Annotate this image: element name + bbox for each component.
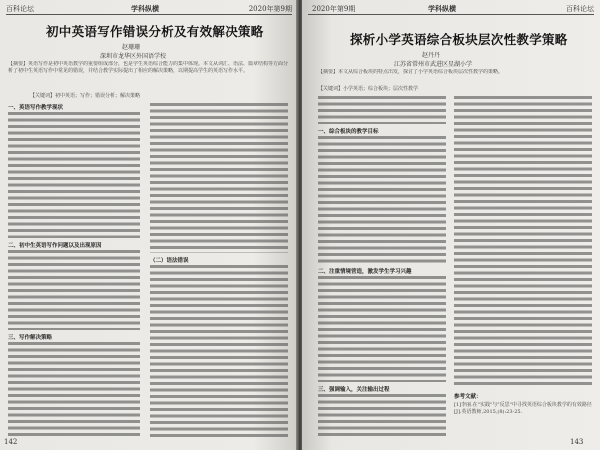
right-body-text-col1c: [318, 276, 446, 382]
left-section-heading-2: 二、初中生英语写作问题以及出现原因: [8, 243, 102, 249]
left-author: 赵珊珊: [122, 44, 141, 51]
right-section-heading-1: 一、综合板块的教学目标: [318, 129, 379, 135]
right-section-heading-2: 二、注重情境营造，激发学生学习兴趣: [318, 269, 412, 275]
left-body-text-col2b: [150, 265, 288, 437]
right-section-heading-3: 三、强调输入，关注输出过程: [318, 387, 390, 393]
right-header-section: 学科纵横: [428, 4, 456, 13]
right-body-text-col1d: [318, 394, 446, 438]
left-running-header: [6, 3, 292, 15]
left-header-issue: 2020年第9期: [248, 5, 292, 13]
left-body-text-col1a: [8, 112, 140, 238]
left-page: [0, 0, 298, 450]
right-references-heading: 参考文献：: [454, 394, 482, 400]
left-header-section: 学科纵横: [131, 4, 159, 13]
right-page-number: 143: [570, 438, 584, 446]
left-abstract: 【摘要】英语写作是初中英语教学的重要组成部分，也是学生英语综合能力的集中体现。本文从词汇、语法、篇章结构等方面分析了初中生英语写作中常见的错误，并结合教学实际提出了相应的解决策略，以期提高学生的英语写作水平。: [8, 61, 289, 74]
left-body-text-col1c: [8, 342, 140, 437]
right-page: [302, 0, 600, 450]
right-reference-1: [1]李丽.在"实践"与"反思"中寻找英语综合板块教学的有效路径[J].英语教师,2015,(8):23-25.: [454, 402, 592, 415]
header-rule: [6, 14, 292, 15]
left-section-heading-3: 三、写作解决策略: [8, 335, 53, 341]
left-section-heading-1: 一、英语写作教学现状: [8, 105, 64, 111]
left-page-number: 142: [4, 438, 18, 446]
left-header-journal: 百科论坛: [6, 5, 34, 13]
right-body-text-col1b: [318, 136, 446, 264]
right-body-text-col1a: [318, 96, 446, 124]
left-col2-heading: （二）语法错误: [150, 258, 189, 264]
right-author: 赵丹丹: [422, 52, 441, 59]
right-body-text-col2: [454, 96, 592, 386]
header-rule: [308, 14, 594, 15]
right-abstract: 【摘要】本文从综合板块的特点出发，探讨了小学英语综合板块层次性教学的策略。: [318, 69, 504, 75]
left-article-title: 初中英语写作错误分析及有效解决策略: [46, 24, 264, 39]
left-body-text-col2a: [150, 103, 288, 253]
right-header-issue: 2020年第9期: [312, 5, 356, 13]
left-affiliation: 深圳市龙华区外国语学校: [100, 53, 167, 60]
right-header-journal: 百科论坛: [566, 5, 594, 13]
right-article-title: 探析小学英语综合板块层次性教学策略: [350, 32, 568, 47]
right-affiliation: 江苏省常州市武进区星湖小学: [394, 61, 473, 68]
right-running-header: [308, 3, 594, 15]
right-keywords: 【关键词】小学英语；综合板块；层次性教学: [318, 86, 419, 92]
left-body-text-col1b: [8, 250, 140, 330]
left-keywords: 【关键词】初中英语；写作；错误分析；解决策略: [30, 93, 141, 99]
